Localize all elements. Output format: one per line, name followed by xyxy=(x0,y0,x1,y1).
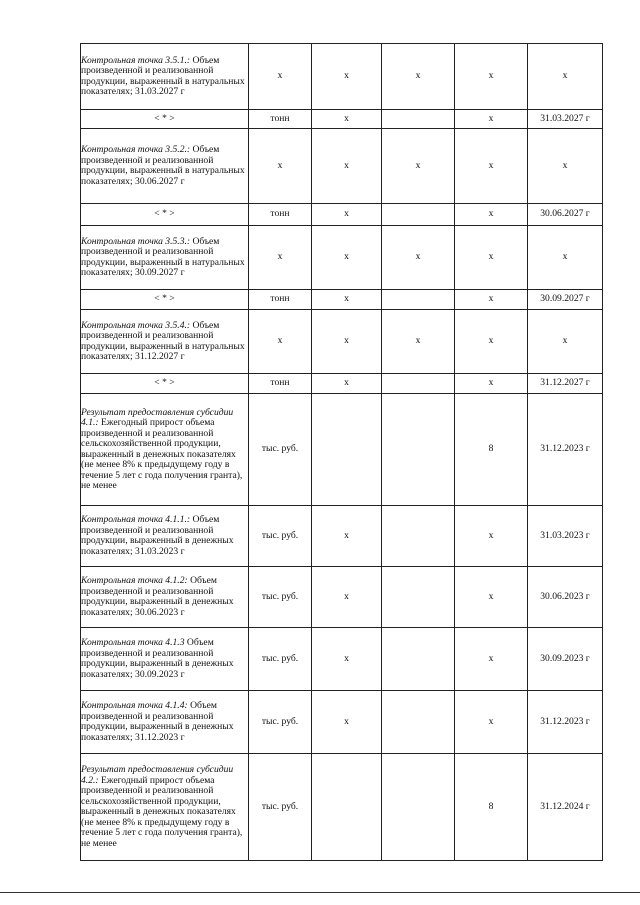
table-cell-col-5: х xyxy=(455,226,528,290)
table-cell-col-4 xyxy=(382,567,455,628)
marker-row xyxy=(81,110,603,129)
description-text: Объем произведенной и реализованной продукции, выраженный в денежных показателях; 31.03.2023 г xyxy=(81,514,234,557)
description-text: Объем произведенной и реализованной продукции, выраженный в натуральных показателях; 31.12.2027 г xyxy=(81,319,245,362)
row-description xyxy=(81,506,249,567)
table-cell-col-6: х xyxy=(528,310,603,374)
row-description xyxy=(81,567,249,628)
table-cell-col-2: тыс. руб. xyxy=(249,567,312,628)
plan-table-body xyxy=(81,44,603,861)
description-heading: Контрольная точка 4.1.4: xyxy=(81,700,188,711)
description-text: Ежегодный прирост объема произведенной и реализованной сельскохозяйственной продукции, выраженный в денежных показателях (не менее 8% к предыдущему году в течение 5 лет с года получения гранта), не менее xyxy=(81,774,243,849)
table-row xyxy=(81,226,603,290)
table-cell-col-2: тыс. руб. xyxy=(249,754,312,861)
table-cell-col-3 xyxy=(312,394,382,506)
table-cell-col-6: 30.06.2027 г xyxy=(528,204,603,226)
table-cell-col-2: тонн xyxy=(249,110,312,129)
row-description xyxy=(81,691,249,754)
marker-row xyxy=(81,290,603,310)
description-text: Объем произведенной и реализованной продукции, выраженный в денежных показателях; 30.09.2023 г xyxy=(81,637,234,680)
table-cell-col-4 xyxy=(382,691,455,754)
table-cell-col-5: х xyxy=(455,567,528,628)
table-cell-col-6: х xyxy=(528,129,603,204)
row-description xyxy=(81,394,249,506)
table-cell-col-5: 8 xyxy=(455,754,528,861)
table-cell-col-4: х xyxy=(382,129,455,204)
row-description xyxy=(81,310,249,374)
table-row xyxy=(81,129,603,204)
table-cell-col-2: х xyxy=(249,226,312,290)
page-bottom-rule xyxy=(0,892,640,893)
table-row xyxy=(81,506,603,567)
table-cell-col-4: х xyxy=(382,44,455,110)
table-cell-col-6: 31.03.2023 г xyxy=(528,506,603,567)
table-cell-col-6: 30.09.2023 г xyxy=(528,628,603,691)
table-cell-col-3: х xyxy=(312,567,382,628)
row-marker: < * > xyxy=(81,110,249,129)
table-row xyxy=(81,567,603,628)
description-heading: Результат предоставления субсидии 4.2.: xyxy=(81,764,234,786)
table-cell-col-5: х xyxy=(455,506,528,567)
table-cell-col-3: х xyxy=(312,374,382,394)
table-cell-col-4 xyxy=(382,374,455,394)
description-text: Объем произведенной и реализованной продукции, выраженный в натуральных показателях; 31.03.2027 г xyxy=(81,54,245,97)
table-cell-col-6: х xyxy=(528,44,603,110)
description-text: Ежегодный прирост объема произведенной и реализованной сельскохозяйственной продукции, выраженный в денежных показателях (не менее 8% к предыдущему году в течение 5 лет с года получения гранта), не менее xyxy=(81,417,243,491)
table-cell-col-5: х xyxy=(455,44,528,110)
table-cell-col-2: тыс. руб. xyxy=(249,628,312,691)
marker-row xyxy=(81,204,603,226)
description-heading: Контрольная точка 4.1.1.: xyxy=(81,514,191,525)
table-cell-col-4 xyxy=(382,394,455,506)
table-cell-col-3: х xyxy=(312,129,382,204)
table-cell-col-4 xyxy=(382,204,455,226)
table-cell-col-2: х xyxy=(249,44,312,110)
table-cell-col-5: х xyxy=(455,110,528,129)
description-text: Объем произведенной и реализованной продукции, выраженный в натуральных показателях; 30.06.2027 г xyxy=(81,144,245,187)
table-cell-col-2: х xyxy=(249,310,312,374)
table-cell-col-6: 31.12.2023 г xyxy=(528,394,603,506)
table-cell-col-4 xyxy=(382,110,455,129)
table-cell-col-5: х xyxy=(455,204,528,226)
plan-table xyxy=(80,43,603,861)
row-description xyxy=(81,226,249,290)
table-cell-col-5: х xyxy=(455,628,528,691)
row-description xyxy=(81,129,249,204)
description-heading: Контрольная точка 3.5.1.: xyxy=(81,54,191,66)
description-heading: Контрольная точка 3.5.3.: xyxy=(81,235,191,247)
table-cell-col-6: 31.12.2027 г xyxy=(528,374,603,394)
table-cell-col-2: тонн xyxy=(249,374,312,394)
table-cell-col-5: х xyxy=(455,290,528,310)
table-row xyxy=(81,394,603,506)
description-text: Объем произведенной и реализованной продукции, выраженный в денежных показателях; 30.06.2023 г xyxy=(81,575,234,618)
table-cell-col-4 xyxy=(382,290,455,310)
row-description xyxy=(81,628,249,691)
table-cell-col-6: 30.06.2023 г xyxy=(528,567,603,628)
table-cell-col-2: тыс. руб. xyxy=(249,394,312,506)
table-cell-col-3: х xyxy=(312,110,382,129)
table-row xyxy=(81,310,603,374)
table-row xyxy=(81,44,603,110)
row-marker: < * > xyxy=(81,204,249,226)
table-row xyxy=(81,754,603,861)
table-cell-col-2: тыс. руб. xyxy=(249,506,312,567)
table-cell-col-2: тонн xyxy=(249,204,312,226)
row-description xyxy=(81,754,249,861)
table-cell-col-6: 31.12.2024 г xyxy=(528,754,603,861)
description-heading: Контрольная точка 4.1.3 xyxy=(81,637,185,648)
table-cell-col-3: х xyxy=(312,628,382,691)
table-cell-col-4 xyxy=(382,628,455,691)
description-heading: Контрольная точка 4.1.2: xyxy=(81,575,188,586)
description-text: Объем произведенной и реализованной продукции, выраженный в натуральных показателях; 30.09.2027 г xyxy=(81,235,245,278)
table-cell-col-4 xyxy=(382,506,455,567)
table-cell-col-4: х xyxy=(382,226,455,290)
table-cell-col-2: тыс. руб. xyxy=(249,691,312,754)
table-cell-col-3: х xyxy=(312,691,382,754)
description-heading: Результат предоставления субсидии 4.1.: xyxy=(81,406,234,428)
table-cell-col-3 xyxy=(312,754,382,861)
table-row xyxy=(81,628,603,691)
description-heading: Контрольная точка 3.5.2.: xyxy=(81,144,191,155)
table-cell-col-5: 8 xyxy=(455,394,528,506)
table-cell-col-3: х xyxy=(312,310,382,374)
row-marker: < * > xyxy=(81,290,249,310)
table-cell-col-6: 30.09.2027 г xyxy=(528,290,603,310)
description-text: Объем произведенной и реализованной продукции, выраженный в денежных показателях; 31.12.2023 г xyxy=(81,700,234,743)
table-cell-col-2: х xyxy=(249,129,312,204)
table-cell-col-5: х xyxy=(455,129,528,204)
table-cell-col-6: х xyxy=(528,226,603,290)
table-cell-col-6: 31.03.2027 г xyxy=(528,110,603,129)
row-description xyxy=(81,44,249,110)
table-cell-col-5: х xyxy=(455,310,528,374)
table-cell-col-4 xyxy=(382,754,455,861)
row-marker: < * > xyxy=(81,374,249,394)
table-cell-col-3: х xyxy=(312,226,382,290)
table-cell-col-3: х xyxy=(312,204,382,226)
table-cell-col-3: х xyxy=(312,290,382,310)
table-cell-col-3: х xyxy=(312,44,382,110)
table-cell-col-2: тонн xyxy=(249,290,312,310)
description-heading: Контрольная точка 3.5.4.: xyxy=(81,319,191,331)
table-cell-col-5: х xyxy=(455,691,528,754)
table-cell-col-5: х xyxy=(455,374,528,394)
table-row xyxy=(81,691,603,754)
marker-row xyxy=(81,374,603,394)
table-cell-col-6: 31.12.2023 г xyxy=(528,691,603,754)
table-cell-col-3: х xyxy=(312,506,382,567)
table-cell-col-4: х xyxy=(382,310,455,374)
